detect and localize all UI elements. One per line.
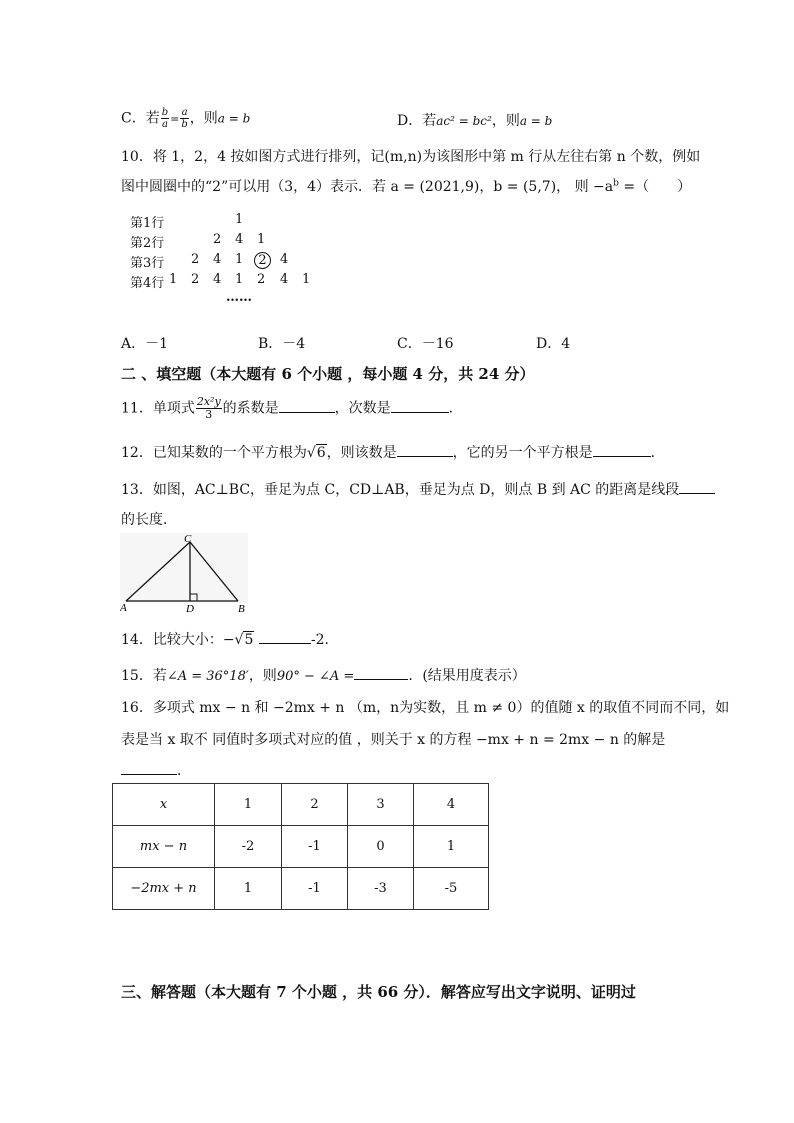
q14 (121, 629, 329, 649)
sqrt-icon: √ (234, 632, 244, 648)
label-d: D (186, 603, 194, 615)
pattern-num: 1 (235, 272, 244, 287)
table-row (113, 784, 489, 826)
q9-c-frac1-num: b (161, 107, 169, 118)
pattern-num: 1 (169, 272, 178, 287)
q9-c-conclusion: a = b (217, 111, 251, 126)
q11-mid2: ，次数是 (334, 400, 391, 417)
section3-title: 三、解答题（本大题有 7 个小题 ，共 66 分）．解答应写出文字说明、证明过 (121, 983, 636, 1001)
q12-mid: ，则该数是 (326, 445, 397, 461)
q10-option-a: A．－1 (121, 336, 169, 352)
q15-blank-answer[interactable] (354, 667, 408, 680)
table-cell: -1 (282, 868, 348, 910)
q10-line2-sup: b (613, 178, 619, 189)
table-cell: 0 (348, 826, 414, 868)
pattern-num: 4 (280, 252, 289, 267)
table-row (113, 868, 489, 910)
table-cell: -1 (282, 826, 348, 868)
pattern-row2-label: 第2行 (130, 236, 165, 251)
table-row (113, 826, 489, 868)
q12-blank-number[interactable] (397, 444, 453, 457)
section2-title: 二 、填空题（本大题有 6 个小题 ，每小题 4 分，共 24 分） (121, 365, 535, 383)
q12-mid2: ，它的另一个平方根是 (452, 445, 593, 461)
q14-end: -2. (310, 632, 329, 648)
pattern-num: 1 (235, 252, 244, 267)
q9-c-label: C．若 (121, 110, 160, 127)
q9-d-conclusion: a = b (519, 114, 553, 128)
q9-c-then: ，则 (189, 110, 218, 127)
table-cell: mx − n (113, 826, 215, 868)
q13-line2: 的长度． (121, 512, 177, 528)
q16-line3-end: ． (177, 763, 191, 779)
q10-option-b: B．－4 (258, 336, 306, 352)
pattern-num: 4 (280, 272, 289, 287)
q14-blank-compare[interactable] (259, 631, 311, 644)
q15-mid: ，则 (248, 668, 277, 684)
label-c: C (184, 533, 192, 545)
q10-line1: 10．将 1，2，4 按如图方式进行排列，记(m,n)为该图形中第 m 行从左往右第 n 个数，例如 (121, 149, 701, 165)
q10-line2-text: 图中圆圈中的“2”可以用（3，4）表示．若 a = (2021,9)，b = (5,7)， 则 −a (121, 179, 614, 195)
q11-end: ． (448, 400, 463, 417)
q11-fraction (196, 396, 222, 421)
q11 (121, 396, 463, 421)
q11-blank-coefficient[interactable] (279, 400, 335, 413)
table-header-cell: 1 (215, 784, 282, 826)
q16-blank-solution[interactable] (121, 762, 177, 775)
q15 (121, 665, 526, 685)
q15-prefix: 15．若 (121, 668, 167, 684)
q16-line1: 16．多项式 mx − n 和 −2mx + n （m，n为实数，且 m ≠ 0）的值随 x 的取值不同而不同，如 (121, 700, 730, 716)
q15-expr1: ∠A = 36°18′ (166, 669, 249, 684)
table-header-cell: x (113, 784, 215, 826)
table-cell: −2mx + n (113, 868, 215, 910)
q16-value-table (112, 783, 489, 910)
q9-c-frac2 (180, 107, 188, 130)
q13-blank-segment[interactable] (679, 481, 715, 494)
q9-c-frac1 (161, 107, 169, 130)
table-header-cell: 3 (348, 784, 414, 826)
q9-c-frac2-den: b (181, 119, 188, 130)
q16-line3 (121, 760, 191, 780)
pattern-num: 2 (191, 272, 200, 287)
pattern-num: 1 (257, 232, 266, 247)
q15-expr2: 90° − ∠A = (276, 669, 355, 684)
q13-line1-text: 13．如图，AC⊥BC，垂足为点 C，CD⊥AB，垂足为点 D，则点 B 到 AC 的距离是线段 (121, 482, 680, 498)
q16-line2: 表是当 x 取不 同值时多项式对应的值 ，则关于 x 的方程 −mx + n = 2mx − n 的解是 (121, 732, 666, 748)
q14-sqrt-value: 5 (244, 632, 254, 648)
pattern-num: 2 (213, 232, 222, 247)
q15-end: ．(结果用度表示） (408, 668, 526, 684)
q12-prefix: 12．已知某数的一个平方根为 (121, 445, 307, 461)
q12-blank-other-root[interactable] (593, 444, 651, 457)
pattern-num: 4 (213, 272, 222, 287)
q10-option-c: C．－16 (397, 336, 454, 352)
q10-option-d: D．4 (536, 336, 571, 352)
pattern-num: 2 (257, 272, 266, 287)
table-cell: -2 (215, 826, 282, 868)
pattern-num: 4 (235, 232, 244, 247)
table-cell: -3 (348, 868, 414, 910)
table-cell: -5 (414, 868, 489, 910)
pattern-row3-label: 第3行 (130, 256, 165, 271)
q14-prefix: 14．比较大小：− (121, 632, 235, 648)
q11-mid: 的系数是 (222, 400, 279, 417)
pattern-ellipsis: …… (226, 290, 252, 305)
q10-line2 (121, 176, 691, 196)
q12 (121, 442, 665, 462)
q12-sqrt-value: 6 (316, 445, 326, 461)
q11-frac-num: 2x²y (196, 395, 221, 408)
q9-c-frac2-num: a (181, 107, 188, 118)
table-cell: 1 (414, 826, 489, 868)
q9-option-d (397, 110, 552, 130)
pattern-num: 1 (302, 272, 311, 287)
table-header-cell: 2 (282, 784, 348, 826)
triangle-diagram (120, 533, 248, 615)
q10-number-pattern (130, 212, 330, 308)
q9-d-expr: ac² = bc² (436, 114, 492, 128)
q12-end: ． (650, 445, 665, 461)
pattern-row4-label: 第4行 (130, 276, 165, 291)
pattern-num: 1 (235, 212, 244, 227)
q9-option-c (121, 107, 250, 130)
label-a: A (120, 602, 127, 614)
q9-c-eq: = (170, 112, 180, 126)
q11-frac-den: 3 (205, 408, 213, 421)
q9-d-label: D．若 (397, 113, 437, 129)
q9-c-frac1-den: a (161, 119, 168, 130)
q13-line1 (121, 479, 715, 499)
q11-prefix: 11．单项式 (121, 400, 195, 417)
pattern-num: 4 (213, 252, 222, 267)
q11-blank-degree[interactable] (391, 400, 449, 413)
pattern-circled-num: 2 (254, 252, 271, 269)
table-header-cell: 4 (414, 784, 489, 826)
q10-line2-end: =（ ） (618, 179, 692, 195)
table-cell: 1 (215, 868, 282, 910)
pattern-num: 2 (191, 252, 200, 267)
q13-triangle-figure (120, 533, 248, 615)
sqrt-icon: √ (306, 445, 316, 461)
q9-d-then: ，则 (491, 113, 520, 129)
label-b: B (238, 603, 245, 615)
pattern-row1-label: 第1行 (130, 216, 165, 231)
